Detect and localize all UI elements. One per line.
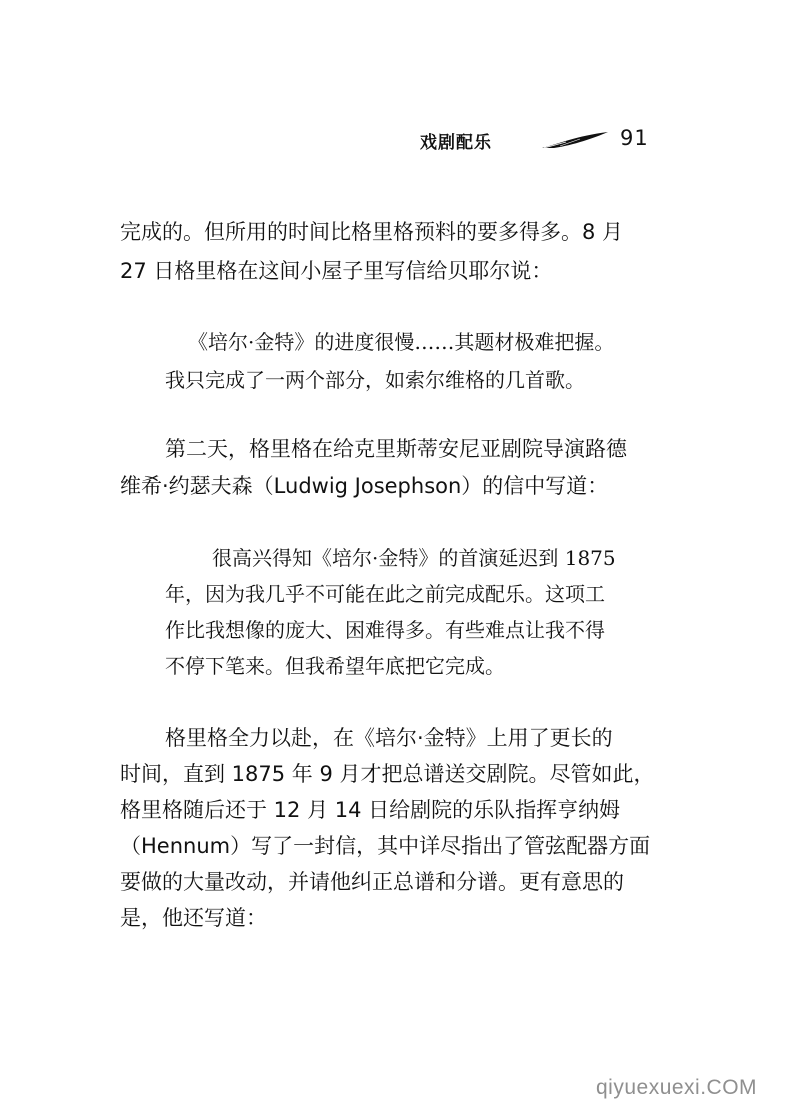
body-text-line: （Hennum）写了一封信，其中详尽指出了管弦配器方面 xyxy=(120,834,651,858)
page-header xyxy=(420,126,660,156)
body-text-line: 格里格随后还于 12 月 14 日给剧院的乐队指挥亨纳姆 xyxy=(120,798,621,822)
quote-text-line: 很高兴得知《培尔·金特》的首演延迟到 1875 xyxy=(212,546,616,570)
quill-ornament-icon xyxy=(540,130,610,150)
section-title: 戏剧配乐 xyxy=(420,133,492,153)
body-text-line: 完成的。但所用的时间比格里格预料的要多得多。8 月 xyxy=(120,220,624,244)
page-number: 91 xyxy=(620,126,649,150)
quote-text-line: 我只完成了一两个部分，如索尔维格的几首歌。 xyxy=(165,368,585,392)
body-text-line: 要做的大量改动，并请他纠正总谱和分谱。更有意思的 xyxy=(120,870,624,894)
body-text-line: 第二天，格里格在给克里斯蒂安尼亚剧院导演路德 xyxy=(165,437,627,461)
body-text-line: 维希·约瑟夫森（Ludwig Josephson）的信中写道： xyxy=(120,474,609,498)
site-watermark: qiyuexuexi.COM xyxy=(596,1076,758,1099)
body-text-line: 时间，直到 1875 年 9 月才把总谱送交剧院。尽管如此， xyxy=(120,762,655,786)
quote-text-line: 作比我想像的庞大、困难得多。有些难点让我不得 xyxy=(165,618,605,642)
body-text-line: 格里格全力以赴，在《培尔·金特》上用了更长的 xyxy=(165,726,613,750)
quote-text-line: 《培尔·金特》的进度很慢……其题材极难把握。 xyxy=(188,330,615,354)
quote-text-line: 不停下笔来。但我希望年底把它完成。 xyxy=(165,654,505,678)
body-text-line: 27 日格里格在这间小屋子里写信给贝耶尔说： xyxy=(120,259,553,283)
quote-text-line: 年，因为我几乎不可能在此之前完成配乐。这项工 xyxy=(165,582,605,606)
body-text-line: 是，他还写道： xyxy=(120,906,267,930)
